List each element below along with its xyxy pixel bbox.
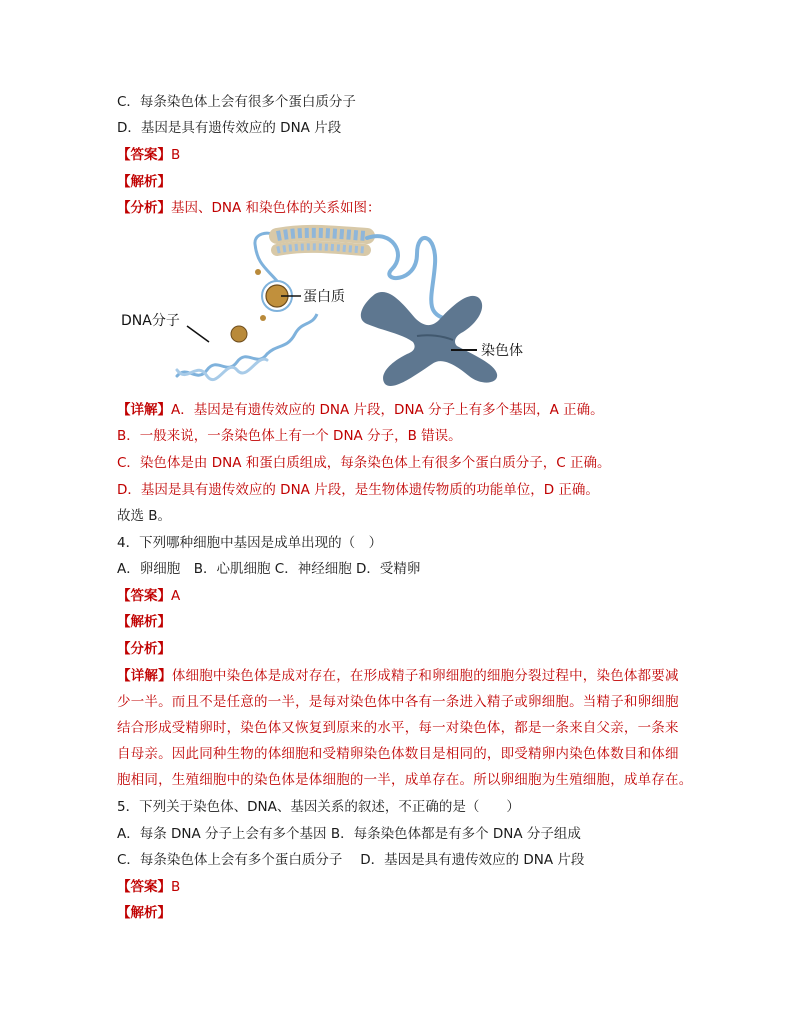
q3-fenxi — [117, 198, 381, 218]
q3-analysis-label: 【解析】 — [117, 174, 171, 190]
q3-option-d: D．基因是具有遗传效应的 DNA 片段 — [117, 120, 342, 136]
q3-conclusion: 故选 B。 — [117, 508, 172, 524]
dna-molecule-label: DNA分子 — [121, 313, 180, 329]
fenxi-text: 基因、DNA 和染色体的关系如图： — [171, 200, 381, 216]
q3-answer — [117, 145, 180, 165]
answer-label: 【答案】 — [117, 879, 171, 895]
q4-fenxi-label: 【分析】 — [117, 641, 171, 657]
answer-value: B — [171, 147, 181, 163]
chromosome-x — [361, 292, 497, 386]
detail-label: 【详解】 — [117, 402, 171, 418]
detail-line-3: 结合形成受精卵时，染色体又恢复到原来的水平，每一对染色体，都是一条来自父亲，一条来 — [117, 720, 679, 736]
protein-label: 蛋白质 — [303, 289, 345, 305]
nucleosome-left — [231, 326, 247, 342]
q4-stem: 4．下列哪种细胞中基因是成单出现的（ ） — [117, 535, 383, 551]
dna-helix — [177, 354, 267, 380]
q5-options-row1: A．每条 DNA 分子上会有多个基因 B．每条染色体都是有多个 DNA 分子组成 — [117, 826, 581, 842]
detail-line-2: 少一半。而且不是任意的一半，是每对染色体中各有一条进入精子或卵细胞。当精子和卵细胞 — [117, 694, 679, 710]
q4-options: A．卵细胞 B．心肌细胞 C．神经细胞 D．受精卵 — [117, 561, 421, 577]
answer-value: A — [171, 588, 181, 604]
q3-detail-a-row — [117, 400, 604, 420]
detail-line-5: 胞相同，生殖细胞中的染色体是体细胞的一半，成单存在。所以卵细胞为生殖细胞，成单存在。 — [117, 772, 693, 788]
q4-detail-paragraph — [117, 663, 697, 793]
q3-detail-d: D．基因是具有遗传效应的 DNA 片段，是生物体遗传物质的功能单位，D 正确。 — [117, 482, 599, 498]
detail-a: A．基因是有遗传效应的 DNA 片段，DNA 分子上有多个基因，A 正确。 — [171, 402, 604, 418]
dna-coil-segment — [267, 314, 317, 354]
q3-detail-c: C．染色体是由 DNA 和蛋白质组成，每条染色体上有很多个蛋白质分子，C 正确。 — [117, 455, 611, 471]
dna-chromosome-figure — [117, 224, 567, 394]
q5-stem: 5．下列关于染色体、DNA、基因关系的叙述，不正确的是（ ） — [117, 799, 520, 815]
q5-analysis-label: 【解析】 — [117, 905, 171, 921]
chromatin-fibre — [277, 233, 367, 250]
chromosome-label: 染色体 — [481, 343, 523, 359]
detail-label: 【详解】 — [117, 668, 172, 684]
detail-line-4: 自母亲。因此同种生物的体细胞和受精卵染色体数目是相同的，即受精卵内染色体数目和体细 — [117, 746, 679, 762]
q4-answer — [117, 586, 180, 606]
answer-label: 【答案】 — [117, 147, 171, 163]
answer-value: B — [171, 879, 181, 895]
answer-label: 【答案】 — [117, 588, 171, 604]
q3-option-c: C．每条染色体上会有很多个蛋白质分子 — [117, 94, 356, 110]
q5-options-row2: C．每条染色体上会有多个蛋白质分子 D．基因是具有遗传效应的 DNA 片段 — [117, 852, 585, 868]
q4-analysis-label: 【解析】 — [117, 614, 171, 630]
fenxi-label: 【分析】 — [117, 200, 171, 216]
q5-answer — [117, 877, 180, 897]
dna-chromosome-illustration — [117, 224, 567, 394]
detail-line-1: 【详解】体细胞中染色体是成对存在，在形成精子和卵细胞的细胞分裂过程中，染色体都要减 — [117, 668, 679, 684]
q3-detail-b: B．一般来说，一条染色体上有一个 DNA 分子，B 错误。 — [117, 428, 462, 444]
